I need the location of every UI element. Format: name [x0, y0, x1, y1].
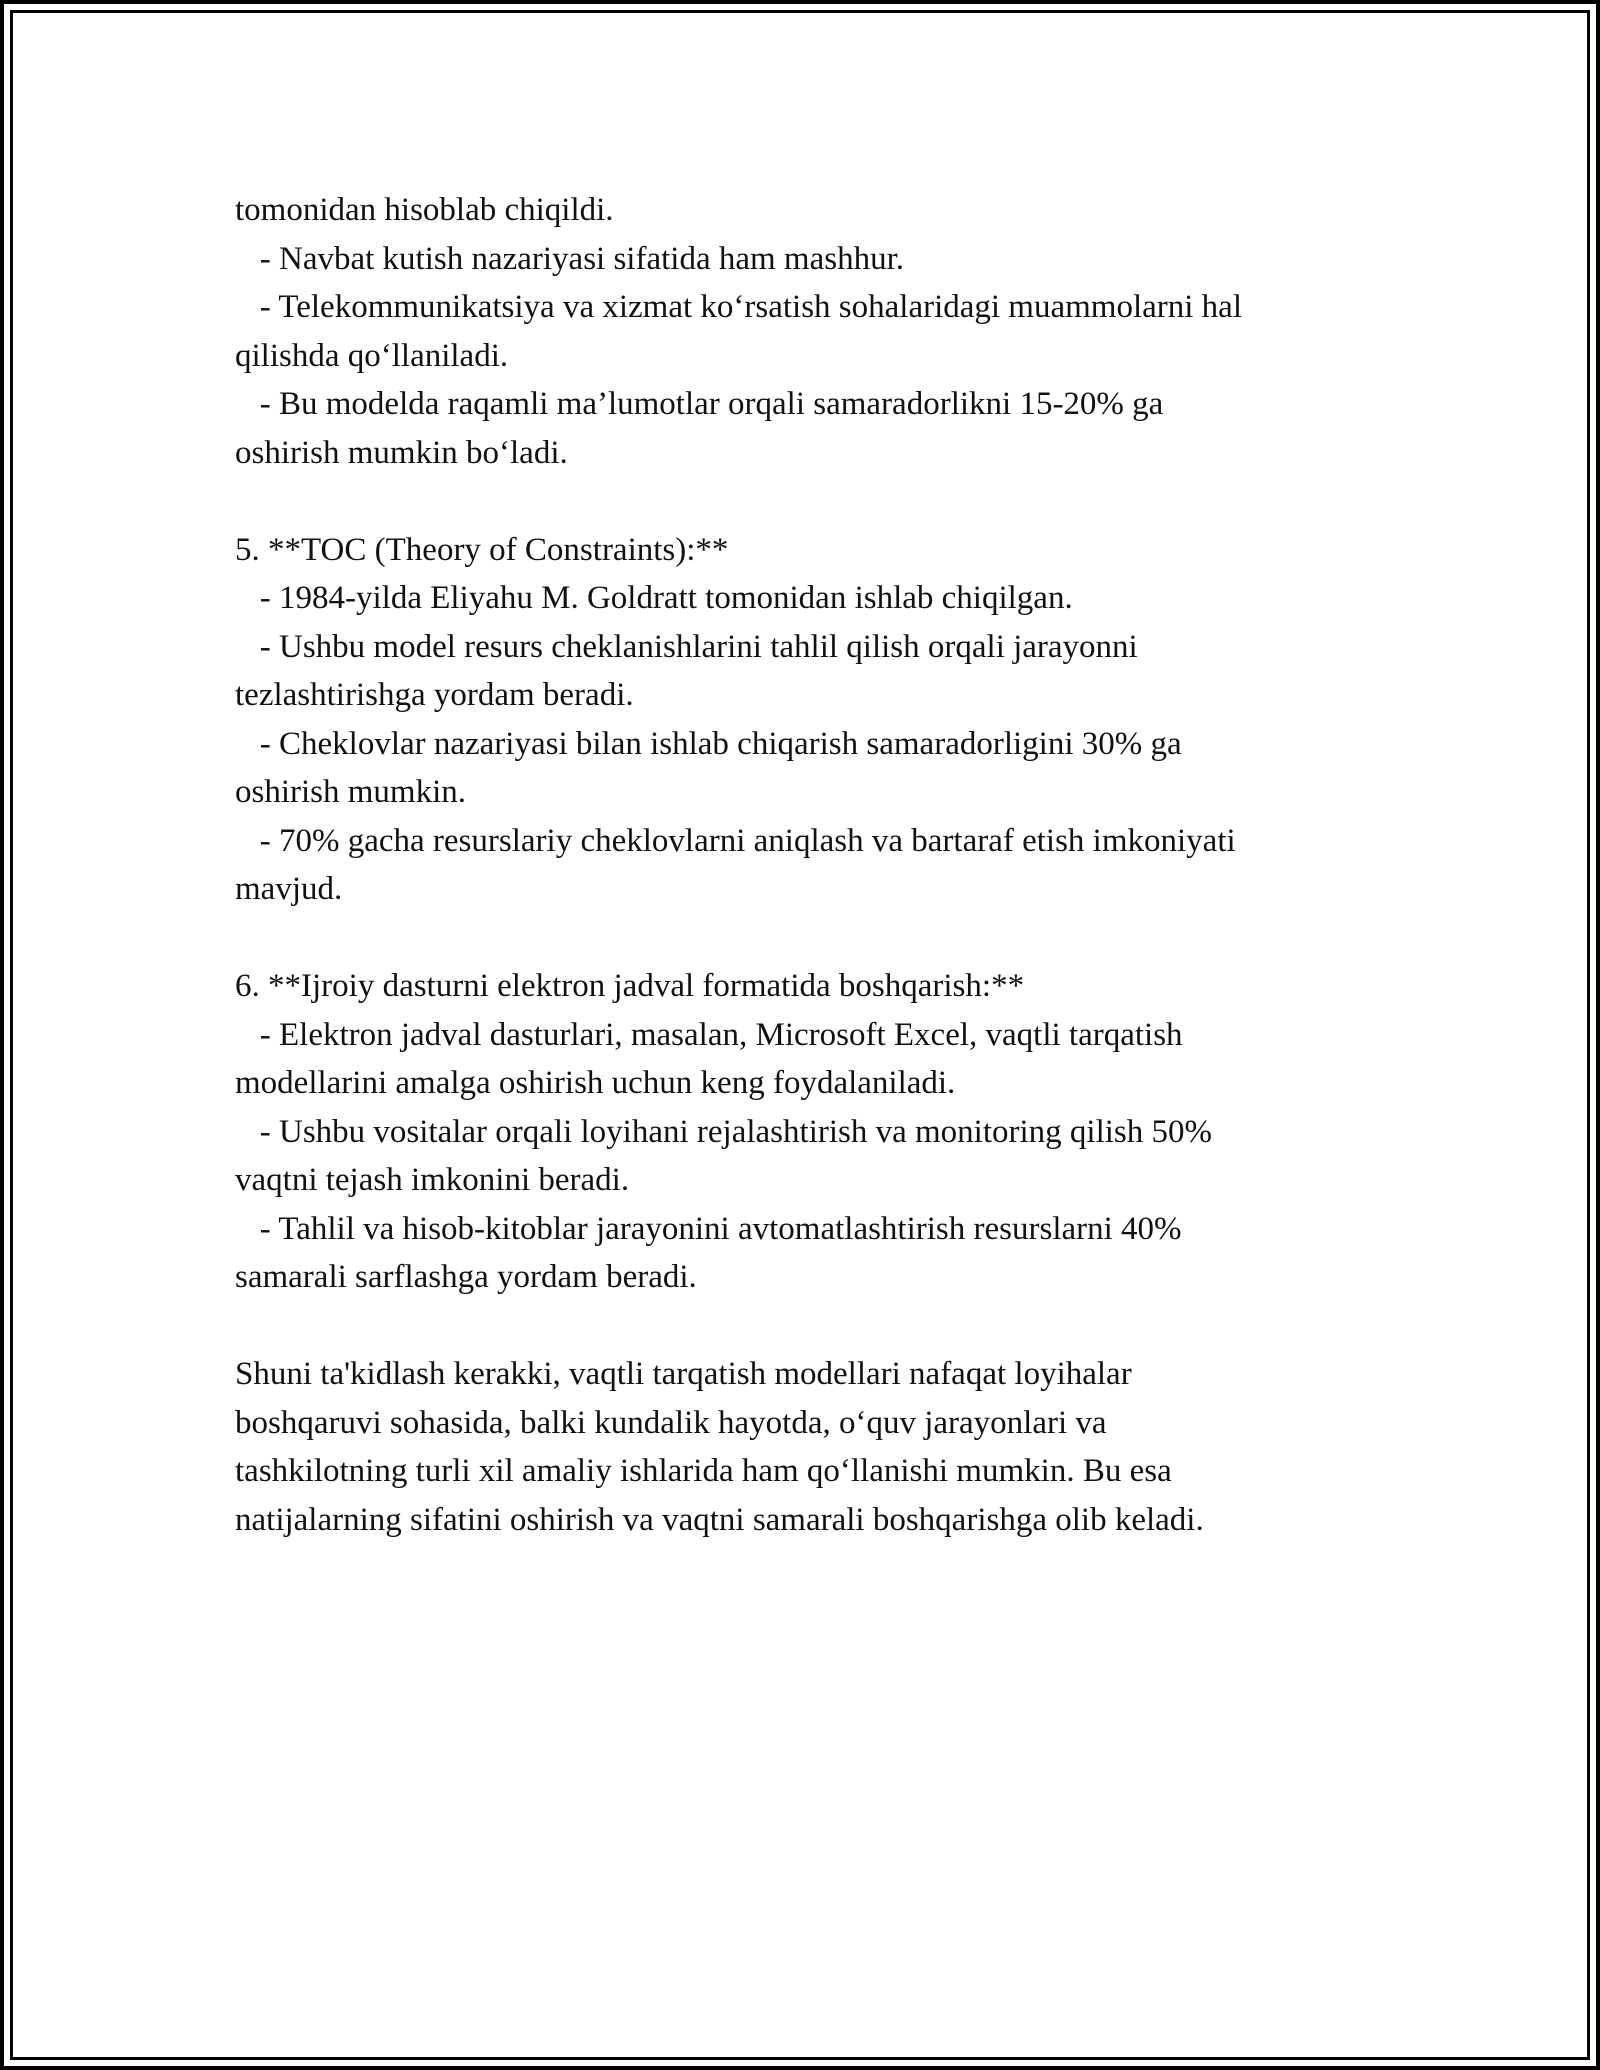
document-body: [235, 186, 1375, 1544]
text-line: oshirish mumkin.: [235, 774, 467, 810]
text-line: qilishda qo‘llaniladi.: [235, 337, 509, 374]
text-line: - Navbat kutish nazariyasi sifatida ham mashhur.: [235, 240, 904, 277]
text-line: tomonidan hisoblab chiqildi.: [235, 192, 614, 228]
text-line: tezlashtirishga yordam beradi.: [235, 677, 634, 713]
text-line: - 70% gacha resurslariy cheklovlarni aniqlash va bartaraf etish imkoniyati: [235, 822, 1236, 859]
conclusion-line: Shuni ta'kidlash kerakki, vaqtli tarqatish modellari nafaqat loyihalar: [235, 1356, 1132, 1392]
section-heading-toc: 5. **TOC (Theory of Constraints):**: [235, 531, 729, 568]
conclusion-line: boshqaruvi sohasida, balki kundalik hayotda, o‘quv jarayonlari va: [235, 1404, 1107, 1441]
text-line: mavjud.: [235, 871, 343, 907]
text-line: - Tahlil va hisob-kitoblar jarayonini avtomatlashtirish resurslarni 40%: [235, 1210, 1182, 1247]
text-line: - Bu modelda raqamli ma’lumotlar orqali samaradorlikni 15-20% ga: [235, 386, 1164, 422]
text-line: - Ushbu model resurs cheklanishlarini tahlil qilish orqali jarayonni: [235, 628, 1138, 665]
section-heading-spreadsheet: 6. **Ijroiy dasturni elektron jadval formatida boshqarish:**: [235, 968, 1025, 1004]
text-line: - Cheklovlar nazariyasi bilan ishlab chiqarish samaradorligini 30% ga: [235, 725, 1182, 762]
text-line: oshirish mumkin bo‘ladi.: [235, 434, 568, 471]
conclusion-line: natijalarning sifatini oshirish va vaqtni samarali boshqarishga olib keladi.: [235, 1501, 1204, 1538]
text-line: modellarini amalga oshirish uchun keng foydalaniladi.: [235, 1065, 956, 1101]
blank-line: [235, 914, 1375, 963]
text-line: vaqtni tejash imkonini beradi.: [235, 1162, 630, 1198]
conclusion-line: tashkilotning turli xil amaliy ishlarida ham qo‘llanishi mumkin. Bu esa: [235, 1453, 1172, 1489]
blank-line: [235, 477, 1375, 526]
text-line: - Telekommunikatsiya va xizmat ko‘rsatish sohalaridagi muammolarni hal: [235, 289, 1242, 325]
text-line: - 1984-yilda Eliyahu M. Goldratt tomonidan ishlab chiqilgan.: [235, 580, 1073, 616]
text-line: samarali sarflashga yordam beradi.: [235, 1259, 697, 1295]
blank-line: [235, 1302, 1375, 1351]
text-line: - Elektron jadval dasturlari, masalan, Microsoft Excel, vaqtli tarqatish: [235, 1016, 1183, 1053]
text-line: - Ushbu vositalar orqali loyihani rejalashtirish va monitoring qilish 50%: [235, 1113, 1213, 1150]
